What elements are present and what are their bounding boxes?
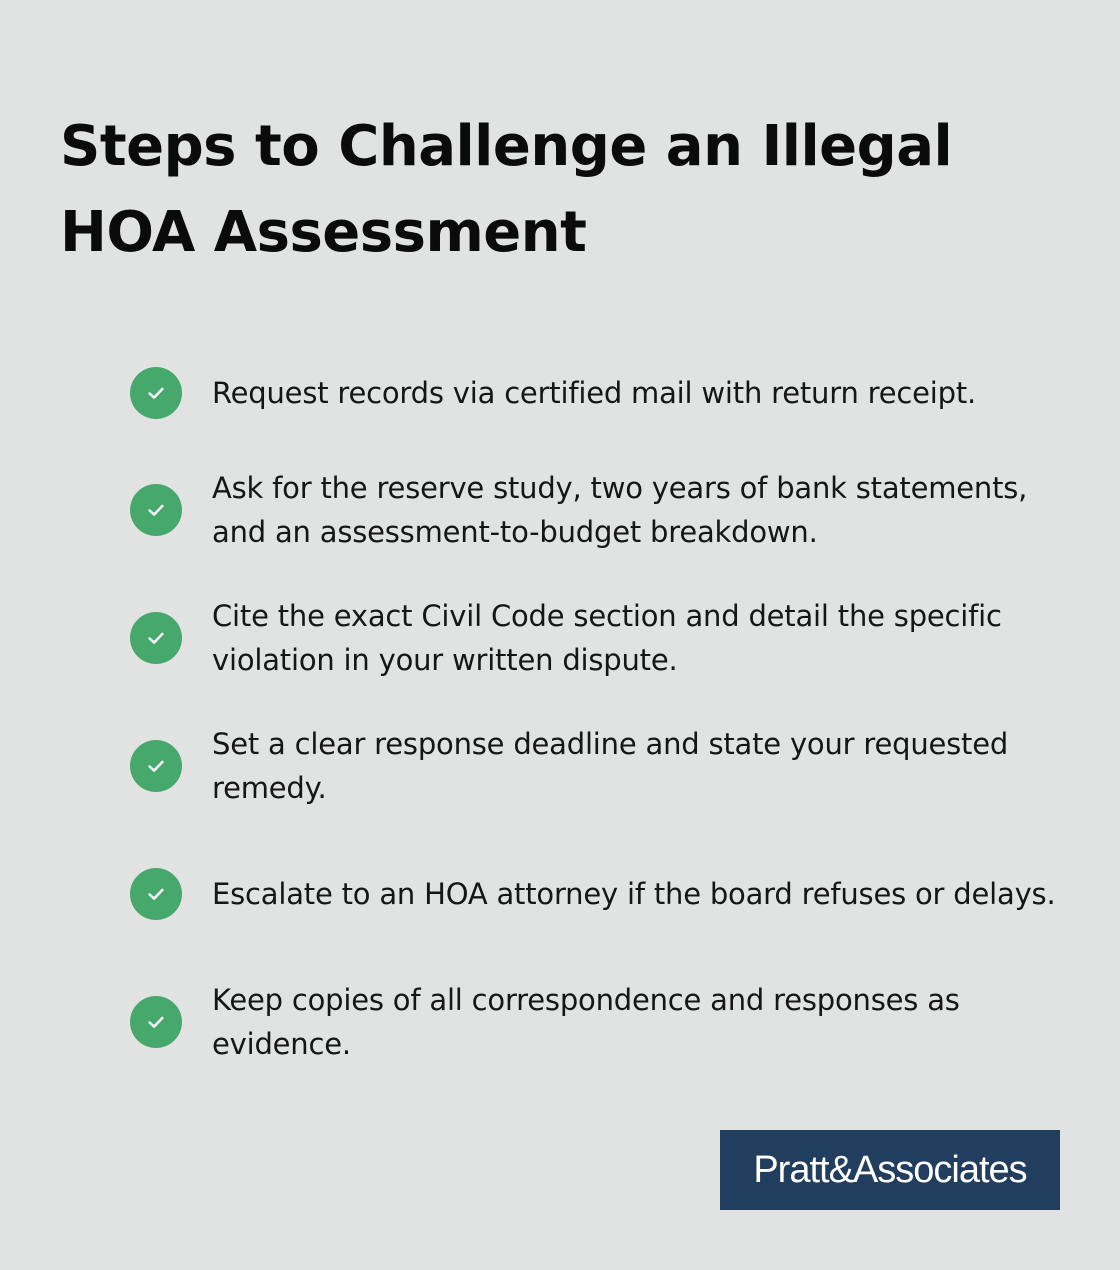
check-circle-icon — [130, 484, 182, 536]
page-title: Steps to Challenge an Illegal HOA Assessment — [60, 114, 953, 265]
check-circle-icon — [130, 612, 182, 664]
logo-wordmark — [740, 1140, 1040, 1200]
step-text: Ask for the reserve study, two years of bank statements, and an assessment-to-budget breakdown. — [212, 471, 1028, 549]
svg-text:Pratt&Associates: Pratt&Associates — [753, 1149, 1027, 1191]
list-item — [130, 850, 1060, 938]
list-item — [130, 594, 1060, 682]
steps-list — [130, 360, 1060, 1106]
step-text: Request records via certified mail with return receipt. — [212, 376, 977, 410]
list-item — [130, 722, 1060, 810]
step-text: Cite the exact Civil Code section and detail the specific violation in your written dispute. — [212, 599, 1002, 677]
check-circle-icon — [130, 996, 182, 1048]
check-circle-icon — [130, 367, 182, 419]
step-text: Set a clear response deadline and state your requested remedy. — [212, 727, 1009, 805]
list-item — [130, 360, 1060, 426]
list-item — [130, 466, 1060, 554]
step-text: Keep copies of all correspondence and responses as evidence. — [212, 983, 960, 1061]
list-item — [130, 978, 1060, 1066]
check-circle-icon — [130, 868, 182, 920]
step-text: Escalate to an HOA attorney if the board refuses or delays. — [212, 877, 1056, 911]
pratt-associates-logo — [720, 1130, 1060, 1210]
check-circle-icon — [130, 740, 182, 792]
